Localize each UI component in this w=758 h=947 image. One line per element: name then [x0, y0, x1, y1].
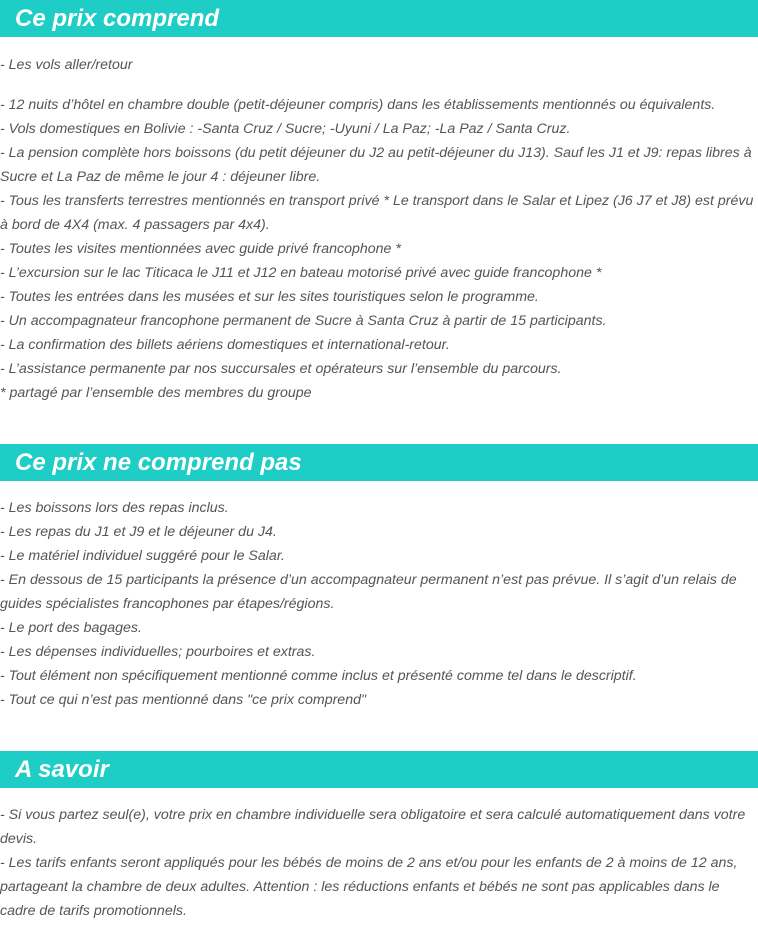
list-item: - L’assistance permanente par nos succursales et opérateurs sur l’ensemble du parcours.	[0, 361, 562, 377]
section-header	[0, 0, 758, 37]
footnote: * partagé par l’ensemble des membres du groupe	[0, 385, 312, 401]
list-item: - Vols domestiques en Bolivie : -Santa Cruz / Sucre; -Uyuni / La Paz; -La Paz / Santa Cruz.	[0, 121, 571, 137]
section-title: A savoir	[15, 756, 109, 783]
section-title: Ce prix comprend	[15, 5, 220, 32]
section-body	[0, 37, 758, 405]
section-good-to-know	[0, 751, 758, 923]
section-body	[0, 481, 758, 712]
list-item: - Si vous partez seul(e), votre prix en chambre individuelle sera obligatoire et sera calculé automatiquement dans votre devis.	[0, 807, 746, 847]
list-item: - La pension complète hors boissons (du petit déjeuner du J2 au petit-déjeuner du J13). Sauf les J1 et J9: repas libres à Sucre et La Paz de même le jour 4 : déjeuner libre.	[0, 145, 752, 185]
list-item: - Les vols aller/retour	[0, 57, 133, 73]
list-item: - Les dépenses individuelles; pourboires et extras.	[0, 644, 316, 660]
list-item: - Tous les transferts terrestres mentionnés en transport privé * Le transport dans le Salar et Lipez (J6 J7 et J8) est prévu à bord de 4X4 (max. 4 passagers par 4x4).	[0, 193, 754, 233]
section-body	[0, 788, 758, 923]
list-item: - Tout élément non spécifiquement mentionné comme inclus et présenté comme tel dans le descriptif.	[0, 668, 637, 684]
section-header	[0, 751, 758, 788]
list-item: - Le port des bagages.	[0, 620, 142, 636]
list-item: - Toutes les entrées dans les musées et sur les sites touristiques selon le programme.	[0, 289, 539, 305]
section-price-excludes	[0, 444, 758, 712]
list-item: - La confirmation des billets aériens domestiques et international-retour.	[0, 337, 450, 353]
list-item: - Le matériel individuel suggéré pour le Salar.	[0, 548, 285, 564]
list-item: - Les repas du J1 et J9 et le déjeuner du J4.	[0, 524, 277, 540]
list-item: - Les tarifs enfants seront appliqués pour les bébés de moins de 2 ans et/ou pour les enfants de 2 à moins de 12 ans, partageant la chambre de deux adultes. Attention : les réductions enfants et bébés ne sont pas applicables dans le cadre de tarifs promotionnels.	[0, 855, 738, 919]
section-price-includes	[0, 0, 758, 405]
list-item: - Un accompagnateur francophone permanent de Sucre à Santa Cruz à partir de 15 participants.	[0, 313, 607, 329]
list-item: - Les boissons lors des repas inclus.	[0, 500, 229, 516]
list-item: - L’excursion sur le lac Titicaca le J11 et J12 en bateau motorisé privé avec guide francophone *	[0, 265, 602, 281]
section-header	[0, 444, 758, 481]
list-item: - En dessous de 15 participants la présence d’un accompagnateur permanent n’est pas prévue. Il s’agit d’un relais de guides spécialistes francophones par étapes/régions.	[0, 572, 737, 612]
spacer	[0, 77, 758, 93]
section-title: Ce prix ne comprend pas	[15, 449, 302, 476]
list-item: - 12 nuits d’hôtel en chambre double (petit-déjeuner compris) dans les établissements mentionnés ou équivalents.	[0, 97, 716, 113]
list-item: - Tout ce qui n’est pas mentionné dans "ce prix comprend"	[0, 692, 367, 708]
list-item: - Toutes les visites mentionnées avec guide privé francophone *	[0, 241, 401, 257]
